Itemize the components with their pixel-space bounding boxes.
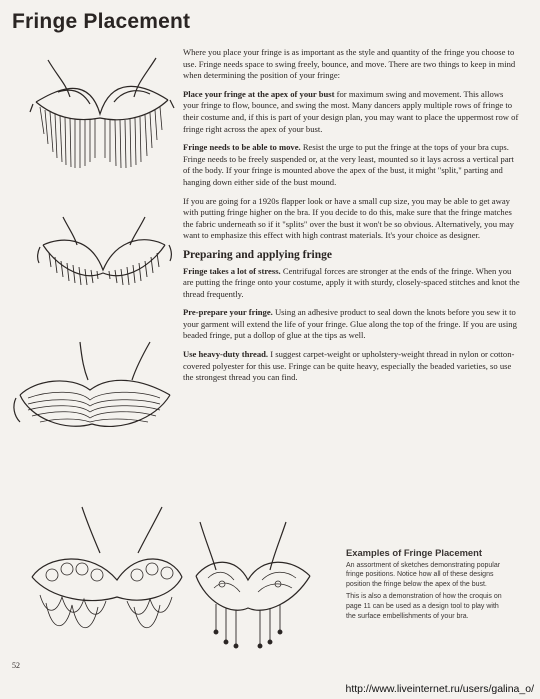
prep-lead: Pre-prepare your fringe. (183, 307, 273, 318)
body-text-column (183, 47, 521, 391)
fringe-sketch-1 (28, 52, 178, 182)
figure-caption (346, 548, 504, 624)
space-paragraph (183, 142, 521, 188)
caption-title: Examples of Fringe Placement (346, 547, 482, 558)
fringe-sketch-5 (186, 520, 331, 660)
apex-lead: Place your fringe at the apex of your bust (183, 88, 335, 99)
fringe-sketch-2 (35, 215, 175, 310)
caption-text-1: An assortment of sketches demonstrating popular fringe positions. Notice how all of these designs position the fringe below the apex of the bust. (346, 561, 501, 588)
intro-paragraph: Where you place your fringe is as important as the style and quantity of the fringe you choose to use. Fringe needs space to swing freely, bounce, and move. There are two things to keep in mind when determining the position of your fringe: (183, 47, 516, 81)
page-title: Fringe Placement (12, 10, 191, 33)
caption-text-2: This is also a demonstration of how the croquis on page 11 can be used as a design tool to play with the surface embellishments of your bra. (346, 593, 502, 620)
space-lead: Fringe needs to be able to move. (183, 142, 301, 153)
fringe-sketch-4 (22, 505, 192, 660)
fringe-sketch-3 (10, 340, 180, 460)
apex-paragraph (183, 89, 521, 135)
thread-paragraph (183, 349, 521, 384)
space-text: Resist the urge to put the fringe at the tops of your bra cups. Fringe needs to be freely suspended or, at the very least, mounted so it lays across a vertical part of the body. If your fringe is mounted above the apex of the bust, it might "split," parting and hanging down either side of the bust mound. (183, 142, 514, 187)
thread-text: I suggest carpet-weight or upholstery-weight thread in nylon or cotton-covered polyester for this use. Fringe can be quite heavy, especially the beaded varieties, so use the strongest thread you can find. (183, 349, 515, 383)
stress-text: Centrifugal forces are stronger at the ends of the fringe. When you are putting the fringe onto your costume, apply it with sturdy, closely-spaced stitches and knot the thread frequently. (183, 265, 520, 299)
page-number: 52 (12, 661, 20, 670)
prep-text: Using an adhesive product to seal down the knots before you sew it to your garment will extend the life of your fringe. Glue along the top of the fringe. If you are using beaded fringe, put a dollop of glue at the tips as well. (183, 307, 517, 341)
prep-paragraph (183, 307, 521, 342)
thread-lead: Use heavy-duty thread. (183, 349, 269, 360)
section-heading: Preparing and applying fringe (183, 248, 332, 261)
flapper-paragraph: If you are going for a 1920s flapper look or have a small cup size, you may be able to get away with putting fringe higher on the bra. If you decide to do this, make sure that the fringe matches the fabric underneath so if it "splits" over the bust it won't be so obvious. Alternatively, you may want to emphasize this effect with high contrast materials. It's your choice as designer. (183, 195, 514, 241)
apex-text: for maximum swing and movement. This allows your fringe to flow, bounce, and swing the most. Many dancers apply multiple rows of fringe to their costume and, if this is part of your design plan, you may want to place the uppermost row of fringe right across the apex of your bust. (183, 88, 519, 134)
footer-url: http://www.liveinternet.ru/users/galina_o/ (345, 683, 534, 695)
stress-paragraph (183, 266, 521, 301)
stress-lead: Fringe takes a lot of stress. (183, 265, 281, 276)
